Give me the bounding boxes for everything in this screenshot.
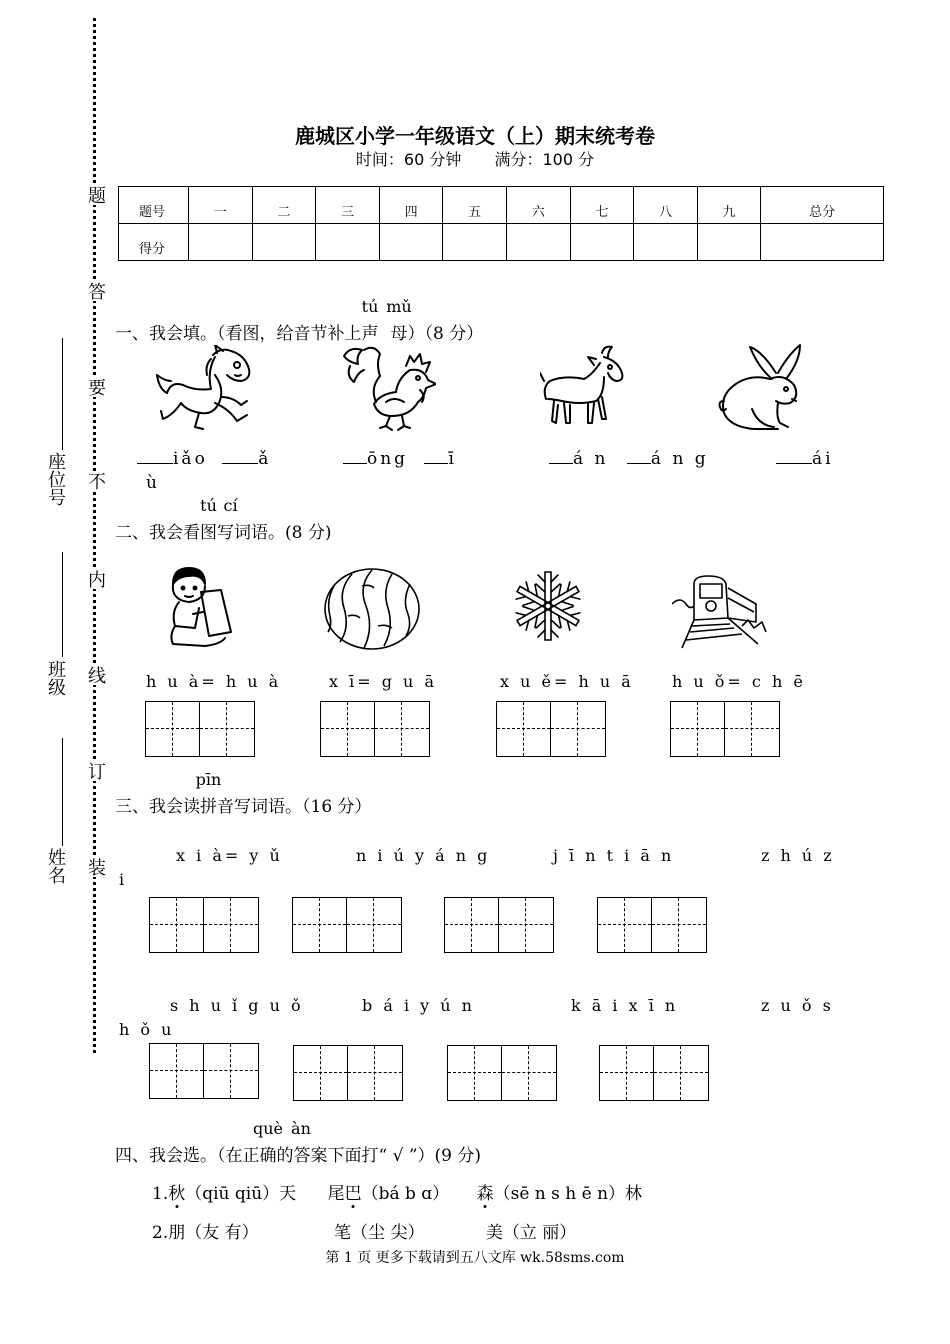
section3-heading-text: 三、我会读: [115, 797, 200, 817]
score-cell: 五: [443, 187, 507, 224]
score-input-cell[interactable]: [252, 224, 316, 261]
tianzige-cell[interactable]: [652, 898, 706, 952]
score-input-cell[interactable]: [443, 224, 507, 261]
ruby-base: 图: [200, 523, 217, 543]
train-image: [672, 574, 768, 650]
ruby-base: 确: [259, 1146, 277, 1166]
section4-heading-score: 案下面打“ √ ”）(9 分): [310, 1146, 482, 1166]
tianzige-box[interactable]: [597, 897, 707, 953]
choice-options[interactable]: 美（立 丽）: [485, 1223, 577, 1243]
section4-line2: [152, 1218, 576, 1243]
ruby-base: 母: [390, 324, 408, 344]
ruby-pinyin: mǔ: [386, 297, 412, 316]
score-input-cell[interactable]: [697, 224, 761, 261]
tianzige-cell[interactable]: [348, 1046, 402, 1100]
tianzige-box[interactable]: [447, 1045, 557, 1101]
section3-pinyin: z u ǒ s: [761, 996, 834, 1015]
choice-options[interactable]: （bá b ɑ）: [361, 1184, 450, 1204]
choice-options[interactable]: 笔（尘 尖）: [334, 1223, 425, 1243]
ruby-word: [252, 1119, 284, 1166]
tianzige-box[interactable]: [292, 897, 402, 953]
seat-line[interactable]: [62, 338, 63, 450]
tianzige-cell[interactable]: [448, 1046, 502, 1100]
warning-char: 要: [85, 378, 106, 397]
page-footer: 第 1 页 更多下载请到五八文库 wk.58sms.com: [325, 1250, 625, 1266]
ruby-base: 声: [361, 324, 379, 344]
class-line[interactable]: [62, 552, 63, 657]
pinyin-blank[interactable]: [627, 463, 651, 464]
ruby-word: [200, 496, 217, 543]
section3-pinyin: x i à= y ǔ: [176, 846, 283, 865]
choice-options[interactable]: （qiū qiū）天: [185, 1184, 297, 1204]
section1-answer-rooster[interactable]: [343, 449, 457, 469]
horse-image: [155, 345, 255, 433]
watermelon-image: [322, 566, 422, 652]
score-input-cell[interactable]: [634, 224, 698, 261]
section1-heading-score: ）（8 分）: [407, 324, 484, 344]
exam-time: 时间：60 分钟: [355, 150, 462, 169]
section1-answer-rabbit[interactable]: [776, 449, 834, 469]
pinyin-final: á n: [573, 449, 609, 469]
section2-pinyin: h u à= h u à: [146, 672, 282, 691]
warning-char: 订: [85, 762, 106, 781]
tianzige-cell[interactable]: [150, 898, 204, 952]
section4-heading: [115, 1119, 482, 1166]
section3-pinyin: j ī n t i ā n: [553, 846, 675, 865]
tianzige-cell[interactable]: [725, 702, 779, 756]
score-cell: 二: [252, 187, 316, 224]
section3-pinyin: z h ú z: [761, 846, 835, 865]
ruby-pinyin: àn: [291, 1119, 311, 1138]
score-cell: 一: [189, 187, 253, 224]
pinyin-blank[interactable]: [137, 463, 173, 464]
ruby-pinyin: pīn: [195, 770, 222, 789]
dotted-char: 巴: [345, 1179, 362, 1204]
pinyin-final: ái: [812, 449, 834, 469]
class-label: 班级: [45, 660, 66, 696]
tianzige-box[interactable]: [149, 897, 259, 953]
ruby-base: 拼: [200, 797, 217, 817]
section2-heading: [115, 496, 332, 543]
score-input-cell[interactable]: [189, 224, 253, 261]
rabbit-image: [718, 343, 802, 435]
tianzige-box[interactable]: [320, 701, 430, 757]
warning-char: 答: [85, 282, 106, 301]
question-number: 1.: [152, 1184, 169, 1204]
ruby-pinyin: què: [252, 1119, 284, 1138]
tianzige-cell[interactable]: [445, 898, 499, 952]
tianzige-box[interactable]: [145, 701, 255, 757]
tianzige-cell[interactable]: [294, 1046, 348, 1100]
tianzige-box[interactable]: [149, 1043, 259, 1099]
score-row-label: 得分: [119, 224, 189, 261]
score-cell: 总分: [761, 187, 884, 224]
tianzige-cell[interactable]: [321, 702, 375, 756]
section3-pinyin: n i ú y á n g: [356, 846, 491, 865]
warning-char: 题: [85, 186, 106, 205]
score-cell: 三: [316, 187, 380, 224]
section1-answer-horse[interactable]: [137, 449, 271, 469]
section1-heading-text: 一、我会填。（看图，给音节补上: [115, 324, 362, 344]
ruby-pinyin: tú: [200, 496, 217, 515]
section4-line1: [152, 1179, 642, 1204]
section3-heading-score: 音写词语。（16 分）: [217, 797, 372, 817]
warning-char: 内: [85, 570, 106, 589]
section4-heading-text: 四、我会选。（在正: [115, 1146, 260, 1166]
name-line[interactable]: [62, 738, 63, 846]
tianzige-box[interactable]: [496, 701, 606, 757]
pinyin-final: ǎ: [258, 449, 272, 469]
section3-pinyin-wrap: i: [119, 870, 128, 889]
section3-pinyin-wrap: h ǒ u: [119, 1020, 175, 1039]
tianzige-cell[interactable]: [671, 702, 725, 756]
pinyin-blank[interactable]: [776, 463, 812, 464]
pinyin-blank[interactable]: [222, 463, 258, 464]
tianzige-cell[interactable]: [375, 702, 429, 756]
question-number: 2.: [152, 1223, 169, 1243]
tianzige-cell[interactable]: [499, 898, 553, 952]
section2-heading-text: 二、我会看: [115, 523, 200, 543]
rooster-image: [340, 342, 436, 432]
pinyin-final: á n g: [650, 449, 709, 469]
warning-char: 装: [85, 858, 106, 877]
score-table-header-row: [119, 187, 884, 224]
section2-pinyin: h u ǒ= c h ē: [672, 672, 806, 691]
tianzige-cell[interactable]: [347, 898, 401, 952]
exam-full-score: 满分：100 分: [494, 150, 595, 169]
ruby-pinyin: cí: [223, 496, 238, 515]
ruby-word: [195, 770, 222, 817]
score-table: [118, 186, 884, 261]
warning-char: 不: [85, 472, 106, 491]
ruby-word: [361, 297, 379, 344]
dotted-char: 秋: [168, 1179, 185, 1204]
ruby-base: 写: [217, 523, 234, 543]
tianzige-box[interactable]: [599, 1045, 709, 1101]
section1-answer-goat[interactable]: [549, 449, 709, 469]
tianzige-box[interactable]: [293, 1045, 403, 1101]
section3-pinyin: b á i y ú n: [362, 996, 475, 1015]
choice-options[interactable]: （sē n s h ē n）林: [493, 1184, 643, 1204]
pinyin-blank[interactable]: [424, 463, 448, 464]
score-cell: 八: [634, 187, 698, 224]
section3-pinyin: k ā i x ī n: [571, 996, 679, 1015]
score-input-cell[interactable]: [761, 224, 884, 261]
seat-label: 座位号: [45, 452, 66, 506]
tianzige-cell[interactable]: [146, 702, 200, 756]
score-cell: 七: [570, 187, 634, 224]
section2-pinyin: x ī= g u ā: [329, 672, 437, 691]
pinyin-final: iǎo: [173, 449, 208, 469]
tianzige-cell[interactable]: [502, 1046, 556, 1100]
snowflake-image: [510, 566, 586, 646]
score-input-cell[interactable]: [506, 224, 570, 261]
name-label: 姓名: [45, 848, 66, 884]
warning-char: 线: [85, 666, 106, 685]
exam-title: 鹿城区小学一年级语文（上）期末统考卷: [295, 124, 655, 148]
ruby-word: [386, 297, 412, 344]
tianzige-cell[interactable]: [150, 1044, 204, 1098]
tianzige-cell[interactable]: [551, 702, 605, 756]
tianzige-cell[interactable]: [497, 702, 551, 756]
tianzige-cell[interactable]: [204, 1044, 258, 1098]
section1-answer-wrap: ù: [146, 473, 160, 493]
ruby-word: [276, 1119, 311, 1166]
score-cell: 六: [506, 187, 570, 224]
boy-drawing-image: [165, 566, 233, 648]
section1-heading: [115, 297, 484, 344]
tianzige-cell[interactable]: [293, 898, 347, 952]
pinyin-final: ī: [448, 449, 457, 469]
ruby-word: [217, 496, 238, 543]
dotted-char: 森: [477, 1179, 494, 1204]
binding-dotted-line: [93, 18, 96, 1053]
score-input-cell[interactable]: [379, 224, 443, 261]
tianzige-box[interactable]: [670, 701, 780, 757]
tianzige-cell[interactable]: [200, 702, 254, 756]
goat-image: [540, 343, 626, 429]
ruby-pinyin: tú: [361, 297, 379, 316]
pinyin-blank[interactable]: [549, 463, 573, 464]
score-cell: 四: [379, 187, 443, 224]
section2-pinyin: x u ě= h u ā: [500, 672, 634, 691]
pinyin-final: ōng: [367, 449, 409, 469]
score-cell: 九: [697, 187, 761, 224]
score-input-cell[interactable]: [570, 224, 634, 261]
tianzige-cell[interactable]: [204, 898, 258, 952]
tianzige-cell[interactable]: [654, 1046, 708, 1100]
tianzige-cell[interactable]: [598, 898, 652, 952]
score-cell: 题号: [119, 187, 189, 224]
section3-pinyin: s h u ǐ g u ǒ: [170, 996, 304, 1015]
tianzige-cell[interactable]: [600, 1046, 654, 1100]
pinyin-blank[interactable]: [343, 463, 367, 464]
score-input-cell[interactable]: [316, 224, 380, 261]
word-char: 尾: [327, 1184, 345, 1204]
section3-heading: [115, 770, 372, 817]
ruby-base: 的答: [276, 1146, 311, 1166]
section2-heading-score: 词语。(8 分): [234, 523, 332, 543]
exam-info: [0, 147, 950, 170]
tianzige-box[interactable]: [444, 897, 554, 953]
choice-options[interactable]: 朋（友 有）: [168, 1223, 259, 1243]
score-table-score-row: [119, 224, 884, 261]
